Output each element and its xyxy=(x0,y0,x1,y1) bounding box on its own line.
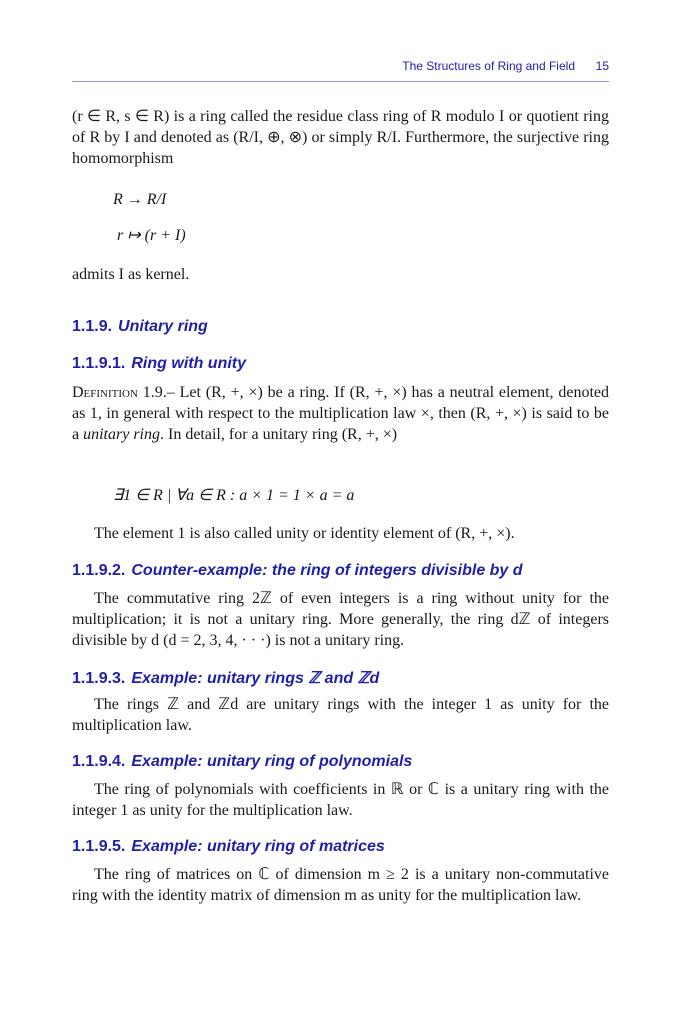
section-number: 1.1.9.1. xyxy=(72,355,126,372)
definition-paragraph xyxy=(72,382,609,445)
section-number: 1.1.9. xyxy=(72,318,113,335)
section-heading-1-1-9-3 xyxy=(72,668,379,688)
paragraph-matrices: The ring of matrices on ℂ of dimension m ≥ 2 is a unitary non-commutative ring with the identity matrix of dimension m as unity for the multiplication law. xyxy=(72,866,609,904)
definition-text-before: Let (R, +, ×) be a ring. If (R, +, ×) has a neutral element, denoted as 1, in general with respect to the multiplication law ×, then (R, +, ×) is said to be a xyxy=(72,384,610,443)
section-title: Ring with unity xyxy=(131,355,247,372)
definition-text-after: . In detail, for a unitary ring (R, +, ×) xyxy=(160,426,398,443)
section-title: Example: unitary rings ℤ and ℤd xyxy=(131,670,380,687)
paragraph-unity: The element 1 is also called unity or identity element of (R, +, ×). xyxy=(94,525,515,542)
map-line-2: r ↦ (r + I) xyxy=(117,227,186,244)
section-title: Example: unitary ring of matrices xyxy=(131,838,385,855)
paragraph-counter-example: The commutative ring 2ℤ of even integers is a ring without unity for the multiplication; it is not a unitary ring. More generally, the ring dℤ of integers divisible by d (d = 2, 3, 4, · · ·) is not a unitary ring. xyxy=(72,590,609,649)
running-title: The Structures of Ring and Field xyxy=(402,59,575,73)
section-heading-1-1-9-4 xyxy=(72,753,412,771)
page-number: 15 xyxy=(595,59,609,73)
section-heading-1-1-9 xyxy=(72,318,208,336)
definition-number: 1.9.– xyxy=(142,384,175,401)
section-number: 1.1.9.4. xyxy=(72,753,126,770)
section-heading-1-1-9-2 xyxy=(72,562,523,580)
section-number: 1.1.9.2. xyxy=(72,562,126,579)
section-number: 1.1.9.3. xyxy=(72,670,126,687)
section-heading-1-1-9-5 xyxy=(72,838,385,856)
definition-term: unitary ring xyxy=(83,426,160,443)
definition-label: Definition xyxy=(72,384,138,401)
section-heading-1-1-9-1 xyxy=(72,355,246,373)
section-title: Unitary ring xyxy=(118,318,208,335)
paragraph-zd: The rings ℤ and ℤd are unitary rings with the integer 1 as unity for the multiplication law. xyxy=(72,696,609,734)
formula-unity: ∃1 ∈ R | ∀a ∈ R : a × 1 = 1 × a = a xyxy=(113,487,355,504)
paragraph-kernel: admits I as kernel. xyxy=(72,266,190,283)
section-number: 1.1.9.5. xyxy=(72,838,126,855)
paragraph-residue-class: (r ∈ R, s ∈ R) is a ring called the residue class ring of R modulo I or quotient ring of R by I and denoted as (R/I, ⊕, ⊗) or simply R/I. Furthermore, the surjective ring homomorphism xyxy=(72,108,609,167)
paragraph-polynomials: The ring of polynomials with coefficients in ℝ or ℂ is a unitary ring with the integer 1 as unity for the multiplication law. xyxy=(72,781,609,819)
running-header xyxy=(72,57,609,82)
map-line-1: R → R/I xyxy=(113,191,167,208)
section-title: Counter-example: the ring of integers divisible by d xyxy=(131,562,523,579)
section-title: Example: unitary ring of polynomials xyxy=(131,753,413,770)
